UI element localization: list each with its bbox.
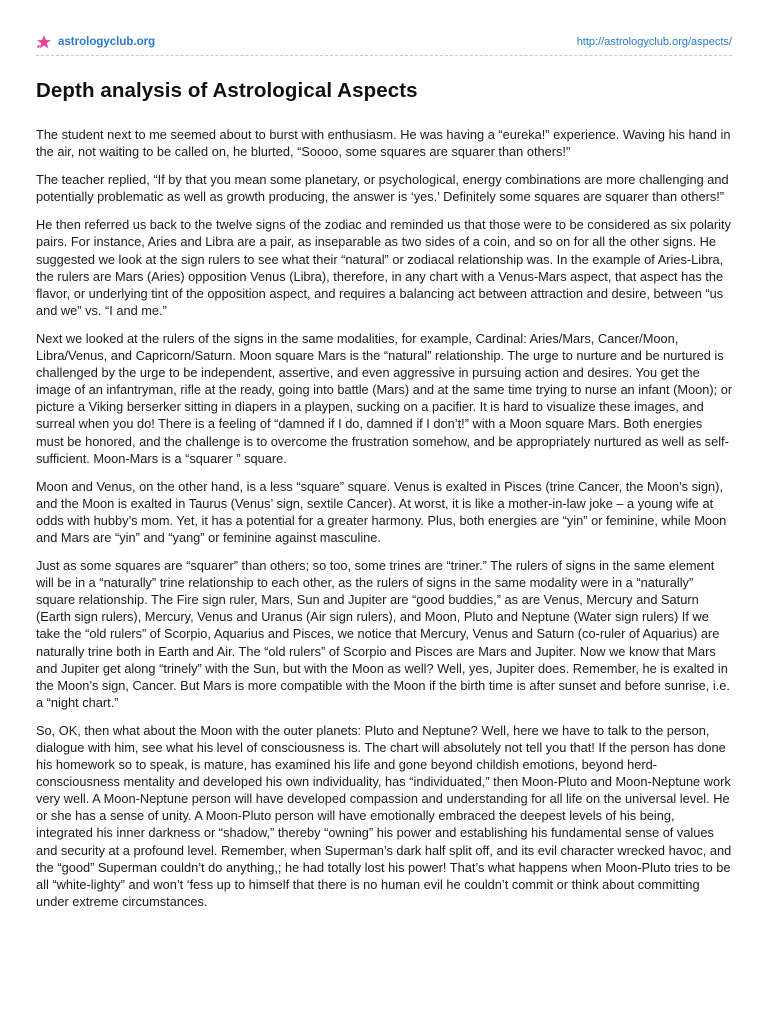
paragraph: Next we looked at the rulers of the signs in the same modalities, for example, Cardinal: Aries/Mars, Cancer/Moon, Libra/Venus, and Capricorn/Saturn. Moon square Mars is the “natural” relationship. The urge to nurture and be nurtured is challenged by the urge to be independent, assertive, and even aggressive in pursuing action and desires. You get the image of an infantryman, rifle at the ready, going into battle (Mars) and at the same time trying to nurse an infant (Moon); or picture a Viking berserker sitting in diapers in a playpen, sucking on a pacifier. It is hard to visualize these images, and surreal when you do! There is a feeling of “damned if I do, damned if I don’t!” with a Moon square Mars. Both energies must be honored, and the challenge is to overcome the frustration somehow, and be appropriately nurtured as well as self-sufficient. Moon-Mars is a “squarer ” square.	[36, 330, 733, 466]
brand-name: astrologyclub.org	[58, 36, 156, 48]
paragraph: He then referred us back to the twelve signs of the zodiac and reminded us that those were to be considered as six polarity pairs. For instance, Aries and Libra are a pair, as inseparable as two sides of a coin, and so on for all the other signs. He suggested we look at the sign rulers to see what their “natural” or zodiacal relationship was. In the example of Aries-Libra, the rulers are Mars (Aries) opposition Venus (Libra), therefore, in any chart with a Venus-Mars aspect, that aspect has the flavor, or underlying tint of the opposition aspect, and requires a balancing act between attraction and desire, between “us and we” vs. “I and me.”	[36, 217, 731, 318]
pink-star-icon	[36, 34, 52, 50]
header-divider	[36, 55, 732, 56]
paragraph: Moon and Venus, on the other hand, is a less “square” square. Venus is exalted in Pisces (trine Cancer, the Moon’s sign), and the Moon is exalted in Taurus (Venus’ sign, sextile Cancer). At worst, it is like a mother-in-law joke – a young wife at odds with hubby’s mom. Yet, it has a potential for a greater harmony. Plus, both energies are “yin” or feminine, while Moon and Mars are “yin” and “yang” or feminine against masculine.	[36, 478, 727, 545]
paragraph: Just as some squares are “squarer” than others; so too, some trines are “triner.” The rulers of signs in the same element will be in a “naturally” trine relationship to each other, as the rulers of signs in the same modality were in a “naturally” square relationship. The Fire sign ruler, Mars, Sun and Jupiter are “good buddies,” as are Venus, Mercury and Saturn (Earth sign rulers), Mercury, Venus and Uranus (Air sign rulers), and Moon, Pluto and Neptune (Water sign rulers) If we take the “old rulers” of Scorpio, Aquarius and Pisces, we notice that Mercury, Venus and Saturn (co-ruler of Aquarius) are naturally trine both in Earth and Air. The “old rulers” of Scorpio and Pisces are Mars and Jupiter. Now we know that Mars and Jupiter get along “trinely” with the Sun, but with the Moon as well? Well, yes, Jupiter does. Remember, he is exalted in the Moon’s sign, Cancer. But Mars is more compatible with the Moon if the birth time is after sunset and before sunrise, i.e. a “night chart.”	[36, 558, 730, 710]
paragraph: So, OK, then what about the Moon with the outer planets: Pluto and Neptune? Well, here we have to talk to the person, dialogue with him, see what his level of consciousness is. The chart will absolutely not tell you that! If the person has done his homework so to speak, is mature, has examined his life and gone beyond childish emotions, beyond herd-consciousness mentality and developed his own individuality, has “individuated,” then Moon-Pluto and Moon-Neptune work very well. A Moon-Neptune person will have developed compassion and understanding for all life on the universal level. He or she has a sense of unity. A Moon-Pluto person will have emotionally embraced the deepest levels of his being, integrated his inner darkness or “shadow,” thereby “owning” his power and establishing his fundamental sense of values and security at a profound level. Remember, when Superman’s dark half split off, and its evil character wrecked havoc, and the “good” Superman couldn’t do anything,; he had totally lost his power! That’s what happens when Moon-Pluto tries to be all “white-lighty” and won’t ‘fess up to himself that there is no human evil he couldn’t commit or think about committing under extreme circumstances.	[36, 722, 732, 909]
article-body	[36, 126, 733, 921]
source-url-link[interactable]: http://astrologyclub.org/aspects/	[576, 36, 732, 48]
paragraph: The teacher replied, “If by that you mean some planetary, or psychological, energy combinations are more challenging and potentially problematic as well as growth producing, the answer is ‘yes.’ Definitely some squares are squarer than others!”	[36, 172, 729, 205]
page-header	[36, 30, 732, 54]
paragraph: The student next to me seemed about to burst with enthusiasm. He was having a “eureka!” experience. Waving his hand in the air, not waiting to be called on, he blurted, “Soooo, some squares are squarer than others!"	[36, 127, 731, 160]
page-title: Depth analysis of Astrological Aspects	[36, 79, 418, 102]
site-brand-link[interactable]	[36, 34, 155, 50]
